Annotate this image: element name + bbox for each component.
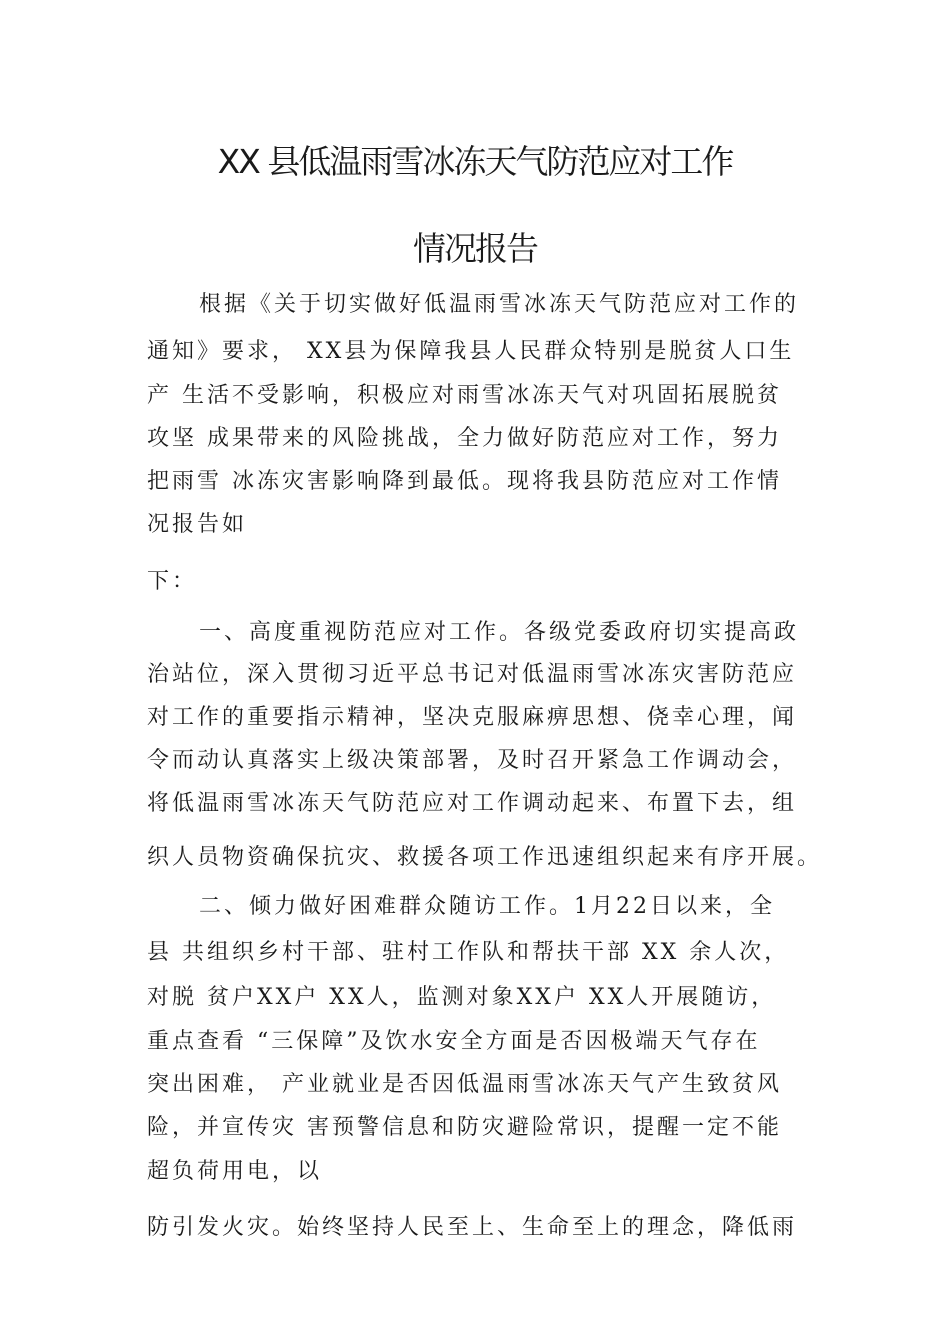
body-line: 治站位，深入贯彻习近平总书记对低温雨雪冰冻灾害防范应 <box>147 662 798 687</box>
body-line: 对脱 贫户XX户 XX人，监测对象XX户 XX人开展随访， <box>147 985 777 1010</box>
body-line: 下： <box>147 569 198 594</box>
body-line: 通知》要求， XX县为保障我县人民群众特别是脱贫人口生 <box>147 339 795 364</box>
body-line: 二、倾力做好困难群众随访工作。1月22日以来，全 <box>199 894 775 919</box>
body-line: 织人员物资确保抗灾、救援各项工作迅速组织起来有序开展。 <box>147 845 823 870</box>
body-line: 将低温雨雪冰冻天气防范应对工作调动起来、布置下去，组 <box>147 791 798 816</box>
document-title-line-1: XX 县低温雨雪冰冻天气防范应对工作 <box>217 142 733 181</box>
body-line: 突出困难， 产业就业是否因低温雨雪冰冻天气产生致贫风 <box>147 1072 782 1097</box>
body-line: 根据《关于切实做好低温雨雪冰冻天气防范应对工作的 <box>199 292 800 317</box>
body-line: 攻坚 成果带来的风险挑战，全力做好防范应对工作，努力 <box>147 426 782 451</box>
body-line: 令而动认真落实上级决策部署，及时召开紧急工作调动会， <box>147 748 798 773</box>
body-line: 把雨雪 冰冻灾害影响降到最低。现将我县防范应对工作情 <box>147 469 782 494</box>
body-line: 超负荷用电，以 <box>147 1159 323 1184</box>
body-line: 县 共组织乡村干部、驻村工作队和帮扶干部 XX 余人次， <box>147 940 790 965</box>
body-line: 重点查看 “三保障”及饮水安全方面是否因极端天气存在 <box>147 1029 761 1054</box>
body-line: 对工作的重要指示精神，坚决克服麻痹思想、侥幸心理，闻 <box>147 705 798 730</box>
body-line: 产 生活不受影响，积极应对雨雪冰冻天气对巩固拓展脱贫 <box>147 383 782 408</box>
body-line: 一、高度重视防范应对工作。各级党委政府切实提高政 <box>199 620 800 645</box>
body-line: 险，并宣传灾 害预警信息和防灾避险常识，提醒一定不能 <box>147 1115 782 1140</box>
body-line: 防引发火灾。始终坚持人民至上、生命至上的理念，降低雨 <box>147 1215 798 1240</box>
body-line: 况报告如 <box>147 512 248 537</box>
document-title-line-2: 情况报告 <box>413 229 537 268</box>
